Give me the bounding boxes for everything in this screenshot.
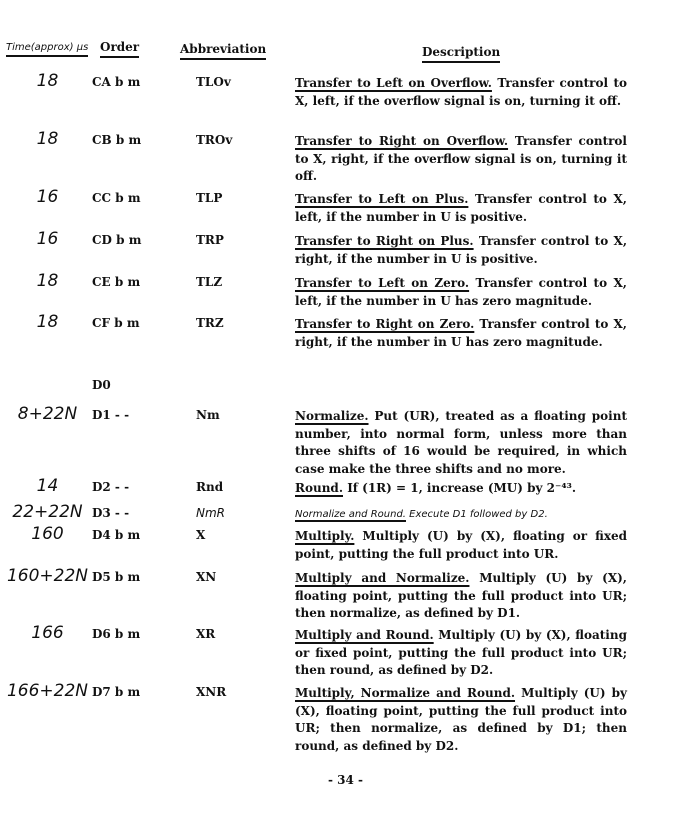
description-text: If (1R) = 1, increase (MU) by 2⁻⁴³. [347,481,577,495]
description-title: Transfer to Left on Zero. [295,276,470,290]
time-value: 16 [36,229,59,249]
abbreviation: Rnd [196,480,224,494]
description-title: Multiply and Normalize. [295,571,470,585]
description-title: Multiply and Round. [295,628,434,642]
description-title: Multiply, Normalize and Round. [295,686,516,700]
time-value: 166+22N [6,681,89,701]
description-title: Transfer to Right on Overflow. [295,134,509,148]
abbreviation: XNR [196,685,227,699]
order-code: D7 b m [92,685,141,699]
description [295,316,627,351]
description-text: Transfer control to X, left, if the number in U has zero magnitude. [295,276,627,308]
description-title: Multiply. [295,529,355,543]
header-time: Time(approx) µs [6,42,88,57]
description-text: Multiply (U) by (X), floating or fixed point, putting the full product into UR; then round, as defined by D2. [295,628,627,677]
description [295,75,627,110]
time-value: 16 [36,187,59,207]
abbreviation: TRZ [196,316,224,330]
time-value: 22+22N [12,502,83,522]
order-code: D6 b m [92,627,141,641]
description [295,408,627,478]
order-code: D5 b m [92,570,141,584]
time-value: 8+22N [17,404,78,424]
description [295,528,627,563]
description [295,627,627,680]
description-text: Transfer control to X, right, if the number in U has zero magnitude. [295,317,627,349]
abbreviation: XN [196,570,217,584]
description-text: Transfer control to X, left, if the overflow signal is on, turning it off. [295,76,627,108]
description [295,480,627,498]
order-code: CF b m [92,316,140,330]
order-code: D3 - - [92,506,130,520]
description-text: Put (UR), treated as a floating point number, into normal form, unless more than three shifts of 16 would be required, in which case make the three shifts and no more. [295,409,627,476]
description-text: Transfer control to X, right, if the overflow signal is on, turning it off. [295,134,627,183]
order-code: D0 [92,378,111,392]
abbreviation: TLOv [196,75,231,89]
description-text: Multiply (U) by (X), floating point, putting the full product into UR; then normalize, as defined by D1. [295,571,627,620]
time-value: 14 [36,476,59,496]
description-text: Transfer control to X, left, if the number in U is positive. [295,192,627,224]
description-title: Normalize and Round. [295,509,406,520]
description-title: Transfer to Right on Plus. [295,234,474,248]
description [295,685,627,755]
order-code: CD b m [92,233,142,247]
description [295,506,627,524]
abbreviation: TLZ [196,275,223,289]
time-value: 166 [31,623,64,643]
header-abbreviation: Abbreviation [180,42,266,60]
description-text: Multiply (U) by (X), floating point, putting the full product into UR; then normalize, as defined by D1; then round, as defined by D2. [295,686,627,753]
description [295,275,627,310]
abbreviation: XR [196,627,216,641]
order-code: CE b m [92,275,141,289]
order-code: CC b m [92,191,141,205]
time-value: 160 [31,524,64,544]
order-code: D4 b m [92,528,141,542]
abbreviation: X [196,528,206,542]
time-value: 160+22N [6,566,89,586]
abbreviation: Nm [196,408,220,422]
description-title: Transfer to Right on Zero. [295,317,475,331]
description-title: Transfer to Left on Overflow. [295,76,492,90]
description-text: Multiply (U) by (X), floating or fixed point, putting the full product into UR. [295,529,627,561]
time-value: 18 [36,71,59,91]
description [295,233,627,268]
abbreviation: TLP [196,191,223,205]
description-title: Round. [295,481,343,495]
description-title: Normalize. [295,409,369,423]
order-code: D1 - - [92,408,130,422]
header-order: Order [100,40,139,58]
header-description: Description [422,45,500,63]
page-number: - 34 - [328,773,364,787]
order-code: CB b m [92,133,142,147]
abbreviation: NmR [196,506,226,520]
time-value: 18 [36,312,59,332]
time-value: 18 [36,129,59,149]
time-value: 18 [36,271,59,291]
abbreviation: TROv [196,133,233,147]
description [295,191,627,226]
description-title: Transfer to Left on Plus. [295,192,469,206]
description [295,133,627,186]
abbreviation: TRP [196,233,224,247]
description [295,570,627,623]
description-text: Execute D1 followed by D2. [409,509,548,520]
order-code: CA b m [92,75,141,89]
order-code: D2 - - [92,480,130,494]
description-text: Transfer control to X, right, if the number in U is positive. [295,234,627,266]
